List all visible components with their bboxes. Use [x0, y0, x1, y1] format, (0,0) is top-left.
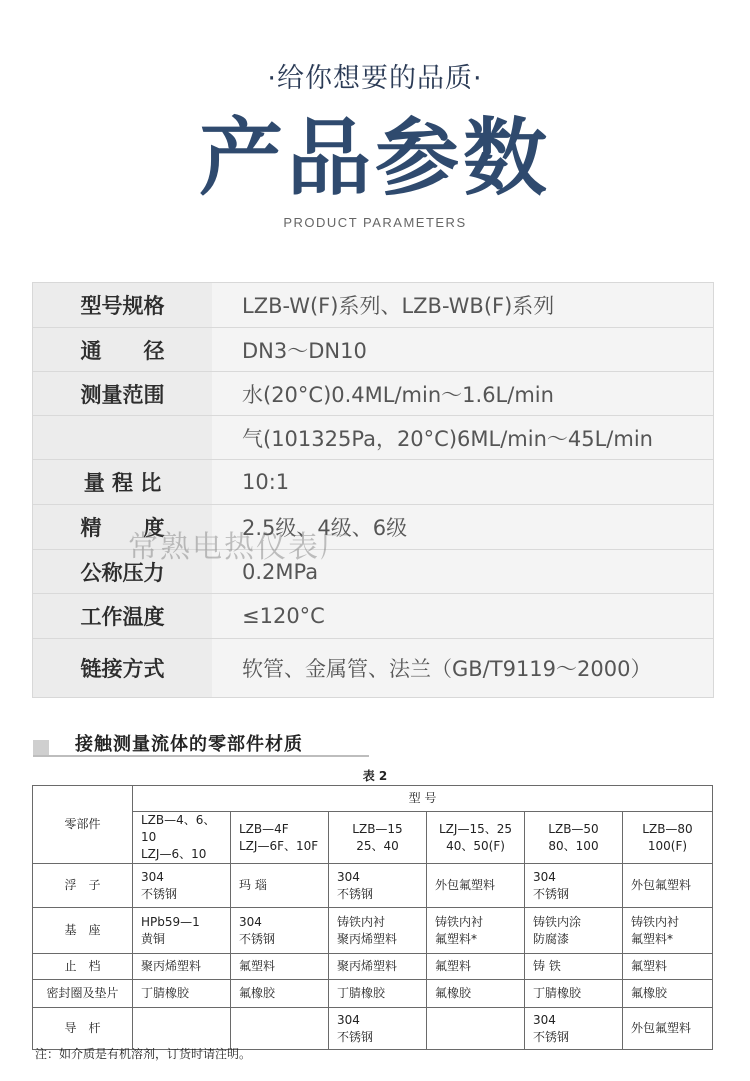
material-cell: 304 不锈钢 [133, 864, 231, 908]
param-value: 软管、金属管、法兰（GB/T9119～2000） [242, 657, 652, 681]
material-cell [231, 1008, 329, 1050]
param-row [33, 283, 713, 328]
page-title: 产品参数 [198, 109, 551, 207]
material-cell: 氟塑料 [427, 954, 525, 980]
param-row [33, 639, 713, 697]
section-underline [33, 755, 369, 757]
footnote: 注：如介质是有机溶剂，订货时请注明。 [35, 1047, 252, 1061]
table-row [33, 954, 713, 980]
param-value: 水(20°C)0.4ML/min～1.6L/min [242, 382, 554, 407]
tagline: ·给你想要的品质· [267, 63, 483, 94]
material-cell: 氟塑料 [231, 954, 329, 980]
corner-header: 零部件 [33, 786, 133, 864]
material-cell: 304 不锈钢 [329, 864, 427, 908]
material-cell: 玛 瑙 [231, 864, 329, 908]
param-row [33, 460, 713, 505]
param-value: ≤120°C [242, 604, 325, 628]
material-cell: 304 不锈钢 [525, 864, 623, 908]
material-cell: 聚丙烯塑料 [329, 954, 427, 980]
material-cell: 外包氟塑料 [623, 864, 713, 908]
model-cell: LZB—15 25、40 [329, 812, 427, 864]
material-cell: 氟塑料 [623, 954, 713, 980]
model-header: 型 号 [133, 786, 713, 812]
page-subtitle: PRODUCT PARAMETERS [283, 215, 467, 230]
material-cell [427, 1008, 525, 1050]
param-label [33, 416, 212, 459]
table-caption: 表 2 [362, 769, 388, 783]
param-value: LZB-W(F)系列、LZB-WB(F)系列 [242, 294, 555, 318]
part-name: 浮 子 [33, 864, 133, 908]
watermark: 常熟电热仪表厂 [128, 530, 352, 565]
material-cell: 丁腈橡胶 [133, 980, 231, 1008]
param-value: 0.2MPa [242, 559, 319, 584]
table-row [33, 864, 713, 908]
part-name: 止 档 [33, 954, 133, 980]
part-name: 基 座 [33, 908, 133, 954]
param-label: 工作温度 [33, 594, 212, 638]
material-cell: 外包氟塑料 [427, 864, 525, 908]
material-cell: 铸铁内衬 聚丙烯塑料 [329, 908, 427, 954]
model-cell: LZB—50 80、100 [525, 812, 623, 864]
material-cell: 铸铁内衬 氟塑料* [623, 908, 713, 954]
table-row [33, 908, 713, 954]
parameter-table [32, 282, 714, 698]
material-cell: 丁腈橡胶 [329, 980, 427, 1008]
model-cell: LZB—80 100(F) [623, 812, 713, 864]
param-row [33, 416, 713, 460]
param-row [33, 372, 713, 416]
param-value: 10:1 [242, 470, 290, 494]
table-row [33, 786, 713, 812]
material-cell: 丁腈橡胶 [525, 980, 623, 1008]
material-cell: 304 不锈钢 [525, 1008, 623, 1050]
param-row [33, 594, 713, 639]
param-label: 公称压力 [33, 550, 212, 593]
table-row [33, 1008, 713, 1050]
material-cell: 聚丙烯塑料 [133, 954, 231, 980]
material-cell: 外包氟塑料 [623, 1008, 713, 1050]
material-cell: 铸铁内衬 氟塑料* [427, 908, 525, 954]
param-label: 通 径 [33, 328, 212, 371]
param-label: 量 程 比 [33, 460, 212, 504]
param-label: 测量范围 [33, 372, 212, 415]
table-row [33, 812, 713, 864]
param-value: 气(101325Pa，20°C)6ML/min～45L/min [242, 426, 653, 451]
param-value: DN3～DN10 [242, 338, 367, 363]
param-label: 型号规格 [33, 283, 212, 327]
param-value: 2.5级、4级、6级 [242, 516, 408, 540]
param-row [33, 328, 713, 372]
param-label: 精 度 [33, 505, 212, 549]
material-cell: 304 不锈钢 [231, 908, 329, 954]
materials-section-title: 接触测量流体的零部件材质 [75, 734, 303, 755]
material-cell [133, 1008, 231, 1050]
part-name: 导 杆 [33, 1008, 133, 1050]
material-cell: 氟橡胶 [231, 980, 329, 1008]
material-cell: 氟橡胶 [427, 980, 525, 1008]
material-cell: 铸铁内涂 防腐漆 [525, 908, 623, 954]
model-cell: LZB—4F LZJ—6F、10F [231, 812, 329, 864]
material-cell: 铸 铁 [525, 954, 623, 980]
model-cell: LZJ—15、25 40、50(F) [427, 812, 525, 864]
param-label: 链接方式 [33, 639, 212, 697]
material-cell: HPb59—1 黄铜 [133, 908, 231, 954]
table-row [33, 980, 713, 1008]
section-marker [33, 740, 49, 756]
material-cell: 304 不锈钢 [329, 1008, 427, 1050]
material-cell: 氟橡胶 [623, 980, 713, 1008]
part-name: 密封圈及垫片 [33, 980, 133, 1008]
materials-table [32, 785, 713, 1050]
model-cell: LZB—4、6、10 LZJ—6、10 [133, 812, 231, 864]
